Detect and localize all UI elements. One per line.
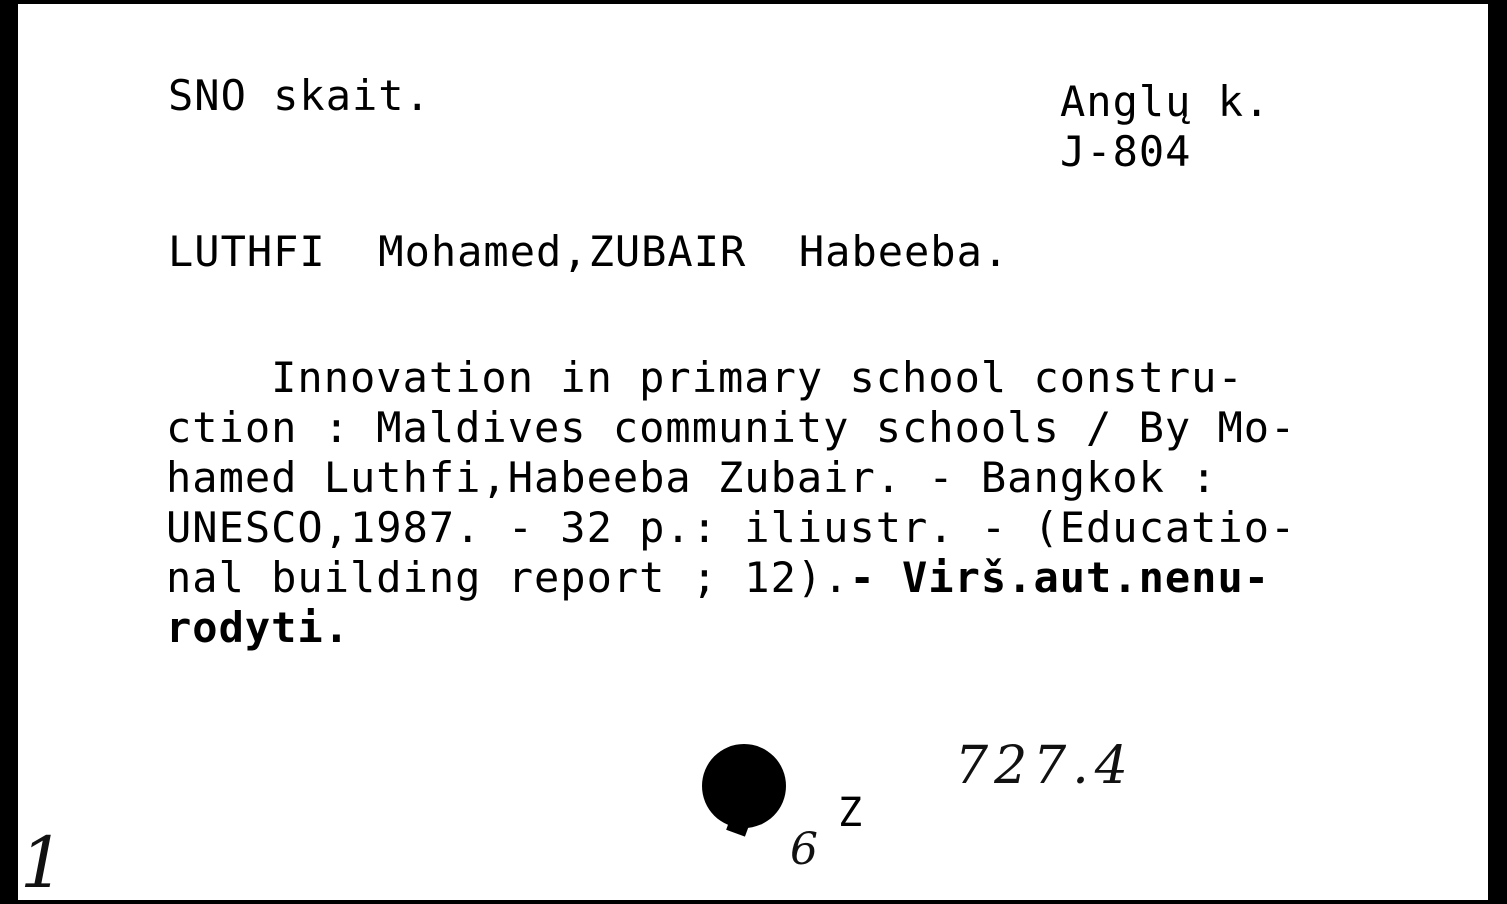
description-line-3: hamed Luthfi,Habeeba Zubair. - Bangkok : bbox=[166, 453, 1218, 502]
card-edge-shadow bbox=[1488, 0, 1507, 904]
description-line-2: ction : Maldives community schools / By Mo- bbox=[166, 403, 1297, 452]
description-line-6: rodyti. bbox=[166, 603, 351, 652]
description-line-5 bbox=[166, 554, 1270, 602]
handwritten-classification: 727.4 bbox=[955, 736, 1134, 796]
note-text: - Virš.aut.nenu- bbox=[849, 553, 1271, 602]
call-number: J-804 bbox=[1060, 127, 1192, 176]
handwritten-mark: 6 bbox=[790, 824, 818, 875]
stamp-letter: Z bbox=[838, 790, 863, 836]
handwritten-card-number: 1 bbox=[20, 822, 65, 904]
series-text: nal building report ; 12). bbox=[166, 553, 850, 602]
collection-label: SNO skait. bbox=[168, 71, 431, 120]
language-label: Anglų k. bbox=[1060, 77, 1271, 126]
authors-heading: LUTHFI Mohamed,ZUBAIR Habeeba. bbox=[168, 227, 1010, 276]
description-line-1: Innovation in primary school constru- bbox=[166, 353, 1244, 402]
description-line-4: UNESCO,1987. - 32 p.: iliustr. - (Educatio- bbox=[166, 503, 1297, 552]
